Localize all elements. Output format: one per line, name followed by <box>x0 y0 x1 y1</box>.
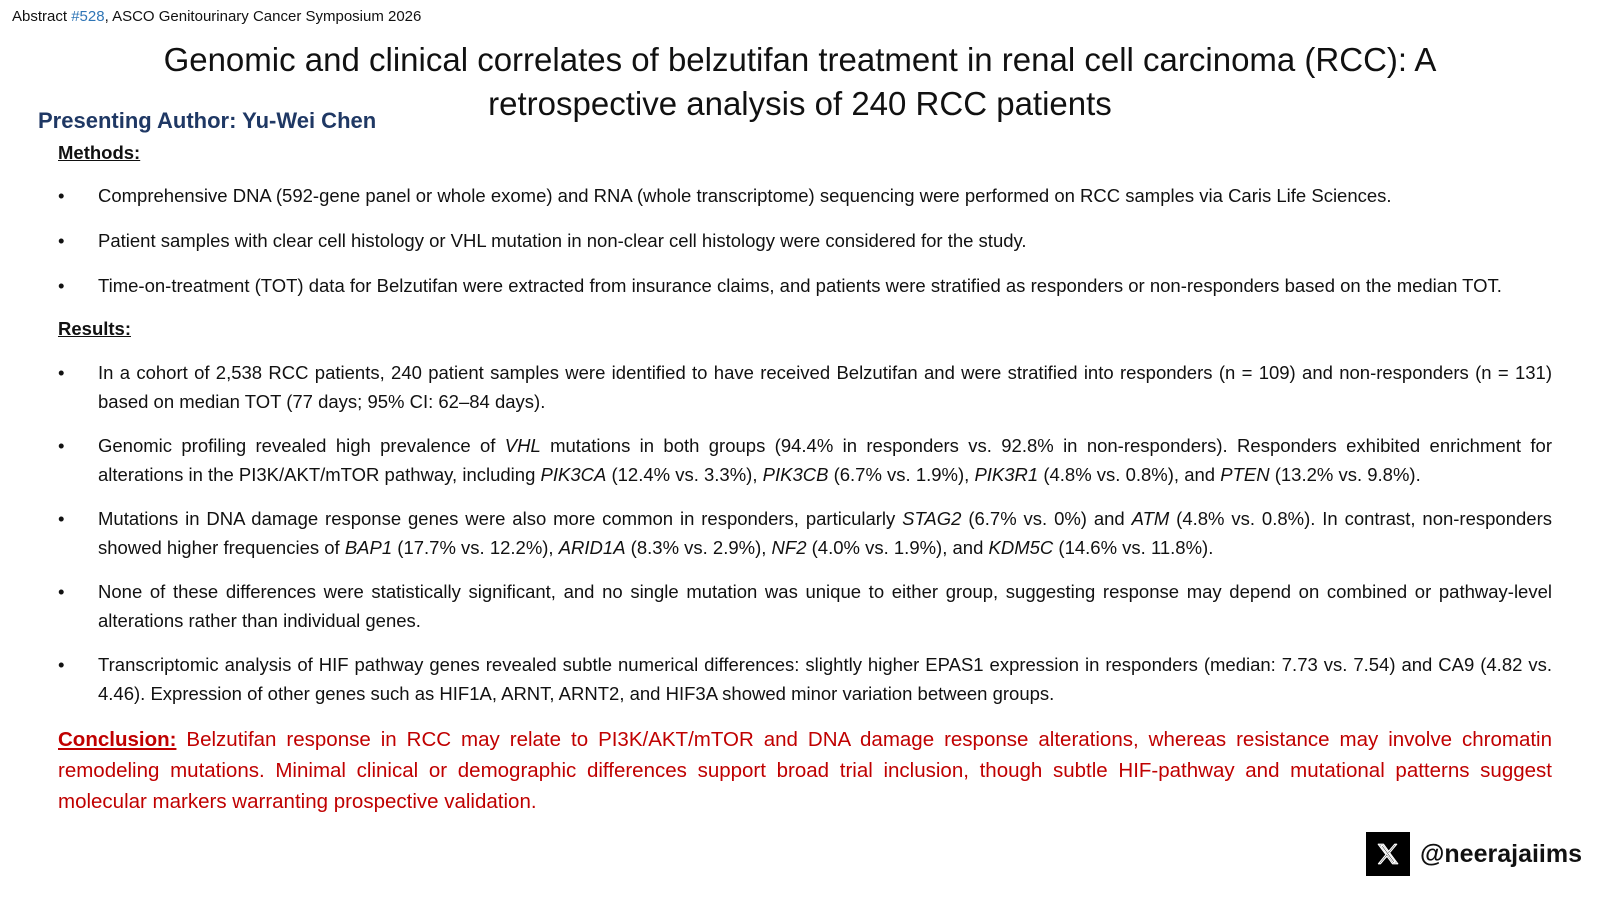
content <box>58 141 1552 817</box>
abstract-suffix: , ASCO Genitourinary Cancer Symposium 2026 <box>104 8 422 25</box>
gene-name: PIK3CA <box>540 464 607 485</box>
methods-heading: Methods: <box>58 142 141 163</box>
abstract-number: #528 <box>71 8 105 25</box>
bullet-text: (6.7% vs. 1.9%), <box>828 464 975 485</box>
results-bullet <box>58 577 1552 635</box>
gene-name: ATM <box>1131 508 1170 529</box>
abstract-tag <box>12 8 421 25</box>
abstract-prefix: Abstract <box>12 8 72 25</box>
social-handle[interactable] <box>1366 832 1582 876</box>
bullet-text: (4.8% vs. 0.8%), and <box>1038 464 1221 485</box>
results-bullet <box>58 504 1552 562</box>
bullet-text: (6.7% vs. 0%) and <box>961 508 1132 529</box>
bullet-text: (4.8% vs. 0.8%). In contrast, non-responders showed higher frequencies of <box>98 508 1552 558</box>
bullet-dot: • <box>58 435 65 456</box>
bullet-text: Patient samples with clear cell histology or VHL mutation in non-clear cell histology were considered for the study. <box>98 230 1027 251</box>
gene-name: KDM5C <box>988 537 1054 558</box>
bullet-text: In a cohort of 2,538 RCC patients, 240 patient samples were identified to have received Belzutifan and were stratified into responders (n = 109) and non-responders (n = 131) based on median TOT (77 days; 95% CI: 62–84 days). <box>98 362 1552 412</box>
bullet-text: Transcriptomic analysis of HIF pathway genes revealed subtle numerical differences: slightly higher EPAS1 expression in responders (median: 7.73 vs. 7.54) and CA9 (4.82 vs. 4.46). Expression of other genes such as HIF1A, ARNT, ARNT2, and HIF3A showed minor variation between groups. <box>98 654 1552 704</box>
gene-name: ARID1A <box>558 537 626 558</box>
bullet-dot: • <box>58 185 65 206</box>
methods-bullet <box>58 271 1552 300</box>
results-list <box>58 358 1552 708</box>
bullet-text: (8.3% vs. 2.9%), <box>625 537 772 558</box>
results-heading: Results: <box>58 318 131 339</box>
bullet-text: Genomic profiling revealed high prevalence of <box>98 435 505 456</box>
gene-name: NF2 <box>771 537 807 558</box>
bullet-text: Time-on-treatment (TOT) data for Belzutifan were extracted from insurance claims, and patients were stratified as responders or non-responders based on the median TOT. <box>98 275 1502 296</box>
results-bullet <box>58 431 1552 489</box>
bullet-dot: • <box>58 362 65 383</box>
bullet-text: (4.0% vs. 1.9%), and <box>806 537 989 558</box>
bullet-text: (13.2% vs. 9.8%). <box>1269 464 1421 485</box>
bullet-text: (14.6% vs. 11.8%). <box>1053 537 1214 558</box>
page-title: Genomic and clinical correlates of belzutifan treatment in renal cell carcinoma (RCC): A retrospective analysis of 240 RCC patients <box>163 41 1437 122</box>
presenting-author: Presenting Author: Yu-Wei Chen <box>38 108 377 133</box>
gene-name: STAG2 <box>902 508 962 529</box>
bullet-text: (12.4% vs. 3.3%), <box>606 464 763 485</box>
results-bullet <box>58 358 1552 416</box>
social-handle-text[interactable]: @neerajaiims <box>1420 839 1582 868</box>
conclusion-label: Conclusion: <box>58 728 177 751</box>
bullet-text: mutations in both groups (94.4% in responders vs. 92.8% in non-responders). Responders exhibited enrichment for alterations in the PI3K/AKT/mTOR pathway, including <box>98 435 1552 485</box>
conclusion-text: Belzutifan response in RCC may relate to PI3K/AKT/mTOR and DNA damage response alterations, whereas resistance may involve chromatin remodeling mutations. Minimal clinical or demographic differences support broad trial inclusion, though subtle HIF-pathway and mutational patterns suggest molecular markers warranting prospective validation. <box>58 728 1552 813</box>
gene-name: PIK3CB <box>762 464 829 485</box>
results-bullet <box>58 650 1552 708</box>
bullet-text: Comprehensive DNA (592-gene panel or whole exome) and RNA (whole transcriptome) sequencing were performed on RCC samples via Caris Life Sciences. <box>98 185 1392 206</box>
bullet-text: Mutations in DNA damage response genes were also more common in responders, particularly <box>98 508 903 529</box>
methods-bullet <box>58 226 1552 255</box>
x-logo-icon <box>1366 832 1410 876</box>
bullet-dot: • <box>58 654 65 675</box>
gene-name: VHL <box>504 435 541 456</box>
bullet-text: None of these differences were statistically significant, and no single mutation was unique to either group, suggesting response may depend on combined or pathway-level alterations rather than individual genes. <box>98 581 1552 631</box>
gene-name: BAP1 <box>344 537 393 558</box>
methods-bullet <box>58 181 1552 210</box>
bullet-text: (17.7% vs. 12.2%), <box>392 537 559 558</box>
methods-list <box>58 181 1552 300</box>
gene-name: PIK3R1 <box>974 464 1039 485</box>
bullet-dot: • <box>58 275 65 296</box>
bullet-dot: • <box>58 230 65 251</box>
bullet-dot: • <box>58 581 65 602</box>
conclusion <box>58 724 1552 817</box>
bullet-dot: • <box>58 508 65 529</box>
gene-name: PTEN <box>1220 464 1270 485</box>
